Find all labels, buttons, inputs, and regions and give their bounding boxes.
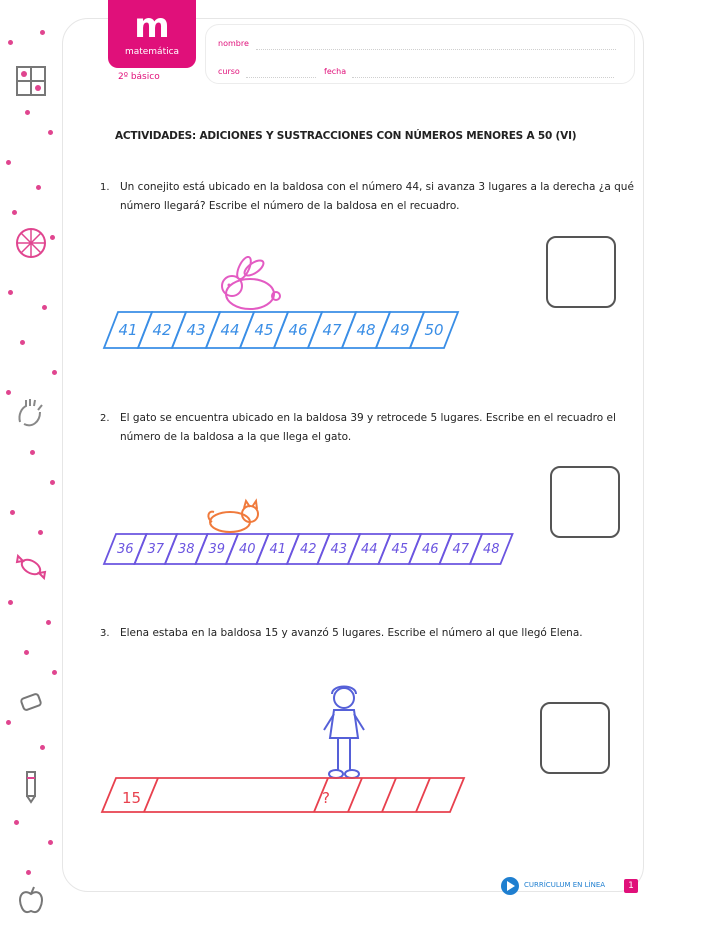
name-label: nombre [218,39,249,48]
question-2-text: El gato se encuentra ubicado en la baldosa 39 y retrocede 5 lugares. Escribe en el recuadro el número de la baldosa a la que llega el gato. [120,412,616,443]
tile-strip-3 [100,776,470,816]
date-field[interactable] [352,77,614,78]
strip-1-tile-label: 50 [424,320,444,339]
grade-label: 2º básico [118,72,160,82]
strip-1-tile-label: 46 [288,320,308,339]
strip-2-tile-label: 48 [482,542,500,557]
name-field[interactable] [256,49,616,50]
strip-1-tile-label: 49 [390,320,410,339]
footer-brand [500,876,615,896]
strip-1-tile-label: 47 [322,320,342,339]
answer-box-1[interactable] [546,236,616,308]
tile-3-label-unknown: ? [322,789,330,807]
tile-strip-1 [100,310,480,352]
student-info-box [205,24,635,84]
strip-2-tile-label: 38 [177,542,195,557]
question-3-number: 3. [100,628,110,639]
strip-2-tile-label: 44 [360,542,378,557]
course-label: curso [218,67,240,76]
cat-icon [206,498,264,534]
strip-2-tile-label: 37 [147,542,165,557]
question-2-number: 2. [100,413,110,424]
candy-icon [14,550,48,584]
logo-letter: m [134,6,170,46]
strip-1-tile-label: 41 [118,320,138,339]
logo-subject: matemática [124,47,180,57]
strip-2-tile-label: 46 [421,542,439,557]
hand-icon [14,396,48,430]
question-3-text: Elena estaba en la baldosa 15 y avanzó 5 lugares. Escribe el número al que llegó Elena. [120,627,583,639]
girl-icon [318,682,370,780]
strip-1-tile-label: 42 [152,320,172,339]
question-1-number: 1. [100,182,110,193]
strip-1-tile-label: 45 [254,320,274,339]
course-field[interactable] [246,77,316,78]
strip-2-tile-label: 41 [269,542,287,557]
orange-slice-icon [14,226,48,260]
strip-1-tile-label: 48 [356,320,376,339]
strip-1-tile-label: 43 [186,320,206,339]
subject-logo [108,0,196,68]
strip-2-tile-label: 43 [330,542,348,557]
date-label: fecha [324,67,347,76]
abacus-icon [14,64,48,98]
tile-strip-2 [100,532,530,568]
answer-box-3[interactable] [540,702,610,774]
apple-icon [14,884,48,918]
pencil-icon [14,770,48,804]
question-1-text: Un conejito está ubicado en la baldosa con el número 44, si avanza 3 lugares a la derecha ¿a qué número llegará? Escribe el número de la baldosa en el recuadro. [120,181,634,212]
rabbit-icon [214,256,284,314]
footer-brand-text: CURRÍCULUM EN LÍNEA [524,881,606,889]
strip-2-tile-label: 47 [452,542,470,557]
play-icon [500,876,520,896]
strip-2-tile-label: 45 [391,542,409,557]
tile-3-label-start: 15 [122,789,142,807]
eraser-icon [14,686,48,720]
strip-2-tile-label: 36 [116,542,134,557]
page-number: 1 [624,879,638,893]
strip-2-tile-label: 40 [238,542,256,557]
answer-box-2[interactable] [550,466,620,538]
worksheet-title: ACTIVIDADES: ADICIONES Y SUSTRACCIONES CON NÚMEROS MENORES A 50 (VI) [115,130,577,142]
strip-2-tile-label: 42 [299,542,317,557]
strip-1-tile-label: 44 [220,320,240,339]
decorative-sidebar [0,0,70,933]
strip-2-tile-label: 39 [208,542,226,557]
